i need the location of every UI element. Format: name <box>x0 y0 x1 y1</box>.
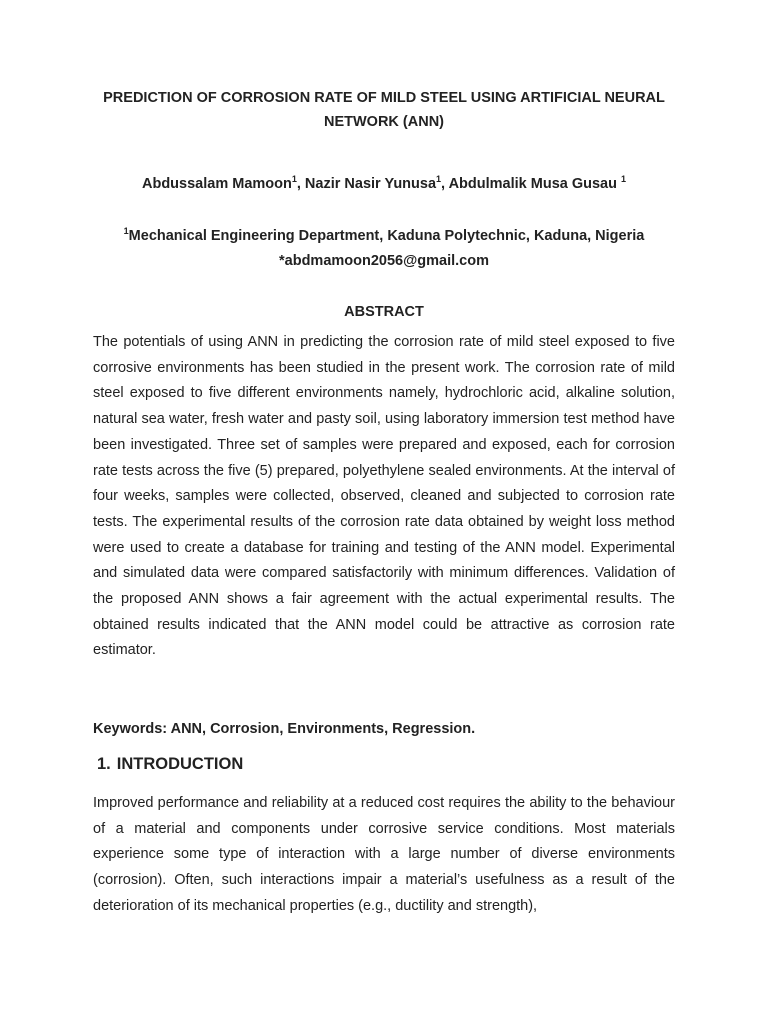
keywords: Keywords: ANN, Corrosion, Environments, Regression. <box>93 721 476 737</box>
author-separator: , <box>296 176 305 192</box>
abstract-text: The potentials of using ANN in predicting the corrosion rate of mild steel exposed to five corrosive environments has been studied in the present work. The corrosion rate of mild steel exposed to five different environments namely, hydrochloric acid, alkaline solution, natural sea water, fresh water and pasty soil, using laboratory immersion test method have been investigated. Three set of samples were prepared and exposed, each for corrosion rate tests across the five (5) prepared, polyethylene sealed environments. At the interval of four weeks, samples were collected, observed, cleaned and subjected to corrosion rate tests. The experimental results of the corrosion rate data obtained by weight loss method were used to create a database for training and testing of the ANN model. Experimental and simulated data were compared satisfactorily with minimum differences. Validation of the proposed ANN shows a fair agreement with the actual experimental results. The obtained results indicated that the ANN model could be attractive as corrosion rate estimator. <box>93 334 675 659</box>
section-number: 1. <box>97 755 111 773</box>
affiliation-text: Mechanical Engineering Department, Kaduna Polytechnic, Kaduna, Nigeria <box>128 228 645 244</box>
paper-title: PREDICTION OF CORROSION RATE OF MILD STEEL USING ARTIFICIAL NEURAL NETWORK (ANN) <box>103 90 665 130</box>
affiliation-line <box>93 224 675 249</box>
affiliation-mark: 1 <box>123 226 129 237</box>
author-name: Abdulmalik Musa Gusau <box>448 176 621 192</box>
author-name: Nazir Nasir Yunusa <box>304 176 437 192</box>
introduction-text: Improved performance and reliability at a reduced cost requires the ability to the behaviour of a material and components under corrosive service conditions. Most materials experience some type of interaction with a large number of diverse environments (corrosion). Often, such interactions impair a material’s usefulness as a result of the deterioration of its mechanical properties (e.g., ductility and strength), <box>93 795 675 914</box>
author-affiliation-mark: 1 <box>621 174 627 185</box>
author-separator: , <box>441 176 449 192</box>
abstract-heading: ABSTRACT <box>344 304 424 320</box>
author-list <box>93 174 675 194</box>
affiliation-block <box>93 224 675 274</box>
author-affiliation-mark: 1 <box>436 174 442 185</box>
author-name: Abdussalam Mamoon <box>141 176 292 192</box>
section-title: INTRODUCTION <box>116 755 244 773</box>
author-email: *abdmamoon2056@gmail.com <box>279 253 489 269</box>
author-affiliation-mark: 1 <box>291 174 297 185</box>
section-heading <box>97 752 675 776</box>
